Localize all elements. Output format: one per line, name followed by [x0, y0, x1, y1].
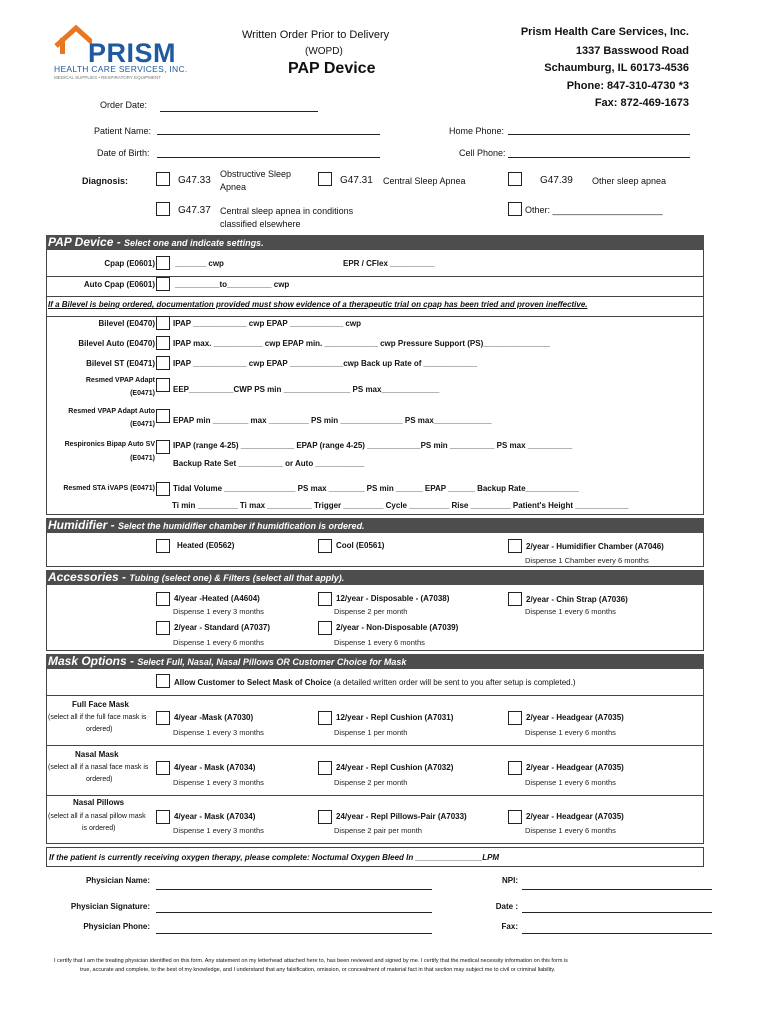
physician-name-label: Physician Name:	[85, 876, 150, 885]
patient-name-field[interactable]	[157, 134, 380, 135]
mask-title: Mask Options -	[48, 654, 138, 668]
date-label: Date :	[495, 902, 518, 911]
bilevel-label: Bilevel (E0470)	[98, 319, 155, 328]
npi-field[interactable]	[522, 889, 712, 890]
full-face-note: (select all if the full face mask is	[48, 714, 147, 721]
full-mask-label: 4/year -Mask (A7030)	[174, 713, 254, 722]
pillow-replacement-note: Dispense 2 pair per month	[334, 826, 422, 835]
full-cushion-note: Dispense 1 per month	[334, 728, 408, 737]
humidifier-title: Humidifier -	[48, 518, 119, 532]
company-city: Schaumburg, IL 60173-4536	[544, 62, 689, 74]
sta-ivaps-setting[interactable]: Tidal Volume ________________ PS max ________ PS min ______ EPAP ______ Backup Rate____________	[173, 484, 579, 493]
resmed-vpap-setting[interactable]: EEP__________CWP PS min _______________ PS max_____________	[173, 385, 440, 394]
dob-label: Date of Birth:	[97, 148, 150, 158]
physician-phone-label: Physician Phone:	[83, 922, 150, 931]
resmed-vpap-auto-checkbox[interactable]	[156, 409, 170, 423]
heated-tubing-label: 4/year -Heated (A4604)	[174, 594, 260, 603]
nasal-cushion-checkbox[interactable]	[318, 761, 332, 775]
other-checkbox[interactable]	[508, 202, 522, 216]
physician-phone-field[interactable]	[156, 933, 432, 934]
nondisposable-filter-note: Dispense 1 every 6 months	[334, 638, 425, 647]
nondisposable-filter-label: 2/year - Non-Disposable (A7039)	[336, 623, 459, 632]
bilevel-st-checkbox[interactable]	[156, 356, 170, 370]
resmed-vpap-auto-label: Resmed VPAP Adapt Auto	[68, 408, 155, 415]
dob-field[interactable]	[157, 157, 380, 158]
standard-tubing-checkbox[interactable]	[156, 621, 170, 635]
resmed-vpap-auto-label-2: (E0471)	[130, 421, 155, 428]
auto-cpap-setting[interactable]: __________to__________ cwp	[175, 280, 290, 289]
disposable-filter-label: 12/year - Disposable - (A7038)	[336, 594, 450, 603]
oxygen-bleed-field[interactable]: If the patient is currently receiving oxygen therapy, please complete: Noctumal Oxygen Bleed In _______________LPM	[49, 853, 500, 862]
order-date-label: Order Date:	[100, 100, 148, 110]
respironics-backup[interactable]: Backup Rate Set __________ or Auto ___________	[173, 459, 365, 468]
nasal-mask-checkbox[interactable]	[156, 761, 170, 775]
pillow-replacement-label: 24/year - Repl Pillows-Pair (A7033)	[336, 812, 467, 821]
cool-humidifier-checkbox[interactable]	[318, 539, 332, 553]
form-title-3: PAP Device	[288, 60, 376, 77]
nasal-headgear-note: Dispense 1 every 6 months	[525, 778, 616, 787]
bilevel-checkbox[interactable]	[156, 316, 170, 330]
g4731-desc: Central Sleep Apnea	[383, 176, 466, 186]
cool-humidifier-label: Cool (E0561)	[336, 541, 385, 550]
nondisposable-filter-checkbox[interactable]	[318, 621, 332, 635]
chin-strap-note: Dispense 1 every 6 months	[525, 607, 616, 616]
g4733-desc-2: Apnea	[220, 182, 247, 192]
accessories-subtitle: Tubing (select one) & Filters (select all that apply).	[129, 573, 345, 583]
customer-choice-bold: Allow Customer to Select Mask of Choice	[174, 678, 332, 687]
bilevel-st-label: Bilevel ST (E0471)	[86, 359, 155, 368]
nasal-cushion-note: Dispense 2 per month	[334, 778, 408, 787]
physician-name-field[interactable]	[156, 889, 432, 890]
cpap-checkbox[interactable]	[156, 256, 170, 270]
respironics-label: Respironics Bipap Auto SV	[64, 441, 155, 448]
full-face-note-2: ordered)	[86, 726, 113, 733]
pap-title: PAP Device -	[48, 235, 125, 249]
physician-signature-field[interactable]	[156, 912, 432, 913]
fax-label: Fax:	[501, 922, 518, 931]
g4733-checkbox[interactable]	[156, 172, 170, 186]
nasal-mask-label: 4/year - Mask (A7034)	[174, 763, 256, 772]
cpap-label: Cpap (E0601)	[104, 259, 155, 268]
customer-choice-label	[174, 678, 576, 687]
g4737-desc: Central sleep apnea in conditions	[220, 206, 354, 216]
company-phone: Phone: 847-310-4730 *3	[566, 80, 689, 92]
pillow-mask-checkbox[interactable]	[156, 810, 170, 824]
order-date-field[interactable]	[160, 111, 318, 112]
chin-strap-checkbox[interactable]	[508, 592, 522, 606]
nasal-mask-note-2: ordered)	[86, 776, 113, 783]
accessories-title: Accessories -	[48, 570, 130, 584]
customer-choice-checkbox[interactable]	[156, 674, 170, 688]
logo-tagline: HEALTH CARE SERVICES, INC.	[54, 64, 188, 74]
heated-humidifier-label: Heated (E0562)	[177, 541, 235, 550]
disposable-filter-checkbox[interactable]	[318, 592, 332, 606]
fax-field[interactable]	[522, 933, 712, 934]
nasal-headgear-checkbox[interactable]	[508, 761, 522, 775]
epr-setting[interactable]: EPR / CFlex __________	[343, 259, 435, 268]
bilevel-auto-setting[interactable]: IPAP max. ___________ cwp EPAP min. ____________ cwp Pressure Support (PS)_______________	[173, 339, 550, 348]
pap-subtitle: Select one and indicate settings.	[124, 238, 264, 248]
disposable-filter-note: Dispense 2 per month	[334, 607, 408, 616]
sta-ivaps-checkbox[interactable]	[156, 482, 170, 496]
patient-name-label: Patient Name:	[94, 126, 152, 136]
cell-phone-label: Cell Phone:	[459, 148, 506, 158]
form-title-1: Written Order Prior to Delivery	[242, 29, 390, 41]
g4733-desc: Obstructive Sleep	[220, 169, 292, 179]
respironics-setting[interactable]: IPAP (range 4-25) ____________ EPAP (range 4-25) ____________PS min __________ PS max __________	[173, 441, 573, 450]
pillow-mask-label: 4/year - Mask (A7034)	[174, 812, 256, 821]
company-name: Prism Health Care Services, Inc.	[520, 26, 689, 38]
respironics-label-2: (E0471)	[130, 455, 155, 462]
diagnosis-label: Diagnosis:	[82, 176, 129, 186]
g4739-checkbox[interactable]	[508, 172, 522, 186]
bilevel-auto-checkbox[interactable]	[156, 336, 170, 350]
logo-subtagline: MEDICAL SUPPLIES • RESPIRATORY EQUIPMENT	[54, 75, 161, 80]
sta-ivaps-label: Resmed STA iVAPS (E0471)	[63, 485, 155, 492]
nasal-headgear-label: 2/year - Headgear (A7035)	[526, 763, 624, 772]
mask-section-header	[46, 654, 704, 669]
full-cushion-label: 12/year - Repl Cushion (A7031)	[336, 713, 454, 722]
chin-strap-label: 2/year - Chin Strap (A7036)	[526, 595, 628, 604]
pillow-headgear-label: 2/year - Headgear (A7035)	[526, 812, 624, 821]
nasal-pillows-title: Nasal Pillows	[73, 798, 125, 807]
pillow-headgear-note: Dispense 1 every 6 months	[525, 826, 616, 835]
home-phone-field[interactable]	[508, 134, 690, 135]
g4731-code: G47.31	[340, 175, 373, 186]
sta-ivaps-setting-2[interactable]: Ti min _________ Ti max __________ Trigger _________ Cycle _________ Rise _________ Patient's Height ____________	[172, 501, 629, 510]
heated-tubing-checkbox[interactable]	[156, 592, 170, 606]
g4737-code: G47.37	[178, 205, 211, 216]
respironics-checkbox[interactable]	[156, 440, 170, 454]
customer-choice-note: (a detailed written order will be sent to you after setup is completed.)	[331, 678, 576, 687]
nasal-cushion-label: 24/year - Repl Cushion (A7032)	[336, 763, 454, 772]
standard-tubing-label: 2/year - Standard (A7037)	[174, 623, 271, 632]
home-phone-label: Home Phone:	[449, 126, 505, 136]
logo-house-icon	[52, 24, 92, 58]
auto-cpap-label: Auto Cpap (E0601)	[83, 280, 155, 289]
bilevel-st-setting[interactable]: IPAP ____________ cwp EPAP ____________cwp Back up Rate of ____________	[173, 359, 478, 368]
g4731-checkbox[interactable]	[318, 172, 332, 186]
full-mask-checkbox[interactable]	[156, 711, 170, 725]
g4737-checkbox[interactable]	[156, 202, 170, 216]
accessories-section-header	[46, 570, 704, 585]
bilevel-auto-label: Bilevel Auto (E0470)	[78, 339, 155, 348]
standard-tubing-note: Dispense 1 every 6 months	[173, 638, 264, 647]
npi-label: NPI:	[502, 876, 518, 885]
bilevel-setting[interactable]: IPAP ____________ cwp EPAP ____________ cwp	[173, 319, 361, 328]
chamber-note: Dispense 1 Chamber every 6 months	[525, 556, 649, 565]
nasal-mask-note: (select all if a nasal face mask is	[48, 764, 149, 771]
physician-signature-label: Physician Signature:	[70, 902, 150, 911]
full-mask-note: Dispense 1 every 3 months	[173, 728, 264, 737]
bilevel-note: If a Bilevel is being ordered, documentation provided must show evidence of a therapeutic trial on cpap has been tried and proven ineffective.	[48, 300, 588, 309]
full-headgear-checkbox[interactable]	[508, 711, 522, 725]
mask-subtitle: Select Full, Nasal, Nasal Pillows OR Customer Choice for Mask	[137, 657, 407, 667]
chamber-checkbox[interactable]	[508, 539, 522, 553]
g4739-code: G47.39	[540, 175, 573, 186]
chamber-label: 2/year - Humidifier Chamber (A7046)	[526, 542, 664, 551]
full-headgear-label: 2/year - Headgear (A7035)	[526, 713, 624, 722]
humidifier-subtitle: Select the humidifier chamber if humidfication is ordered.	[118, 521, 365, 531]
other-diagnosis-field[interactable]: Other: ______________________	[525, 205, 663, 215]
certification-text: I certify that I am the treating physician identified on this form. Any statement on my letterhead attached here to, has been reviewed and signed by me. I certify that the medical necessity information on this form is	[54, 958, 568, 964]
resmed-vpap-label-2: (E0471)	[130, 390, 155, 397]
cell-phone-field[interactable]	[508, 157, 690, 158]
nasal-mask-title: Nasal Mask	[75, 750, 119, 759]
pillow-headgear-checkbox[interactable]	[508, 810, 522, 824]
pillow-replacement-checkbox[interactable]	[318, 810, 332, 824]
pillow-mask-note: Dispense 1 every 3 months	[173, 826, 264, 835]
g4739-desc: Other sleep apnea	[592, 176, 667, 186]
cpap-setting[interactable]: _______ cwp	[175, 259, 224, 268]
heated-tubing-note: Dispense 1 every 3 months	[173, 607, 264, 616]
resmed-vpap-auto-setting[interactable]: EPAP min ________ max _________ PS min ______________ PS max_____________	[173, 416, 492, 425]
pap-section-header	[46, 235, 704, 250]
form-title-2: (WOPD)	[305, 46, 343, 57]
nasal-pillows-note: (select all if a nasal pillow mask	[48, 813, 146, 820]
resmed-vpap-checkbox[interactable]	[156, 378, 170, 392]
full-cushion-checkbox[interactable]	[318, 711, 332, 725]
full-headgear-note: Dispense 1 every 6 months	[525, 728, 616, 737]
nasal-pillows-note-2: is ordered)	[82, 825, 116, 832]
date-field[interactable]	[522, 912, 712, 913]
heated-humidifier-checkbox[interactable]	[156, 539, 170, 553]
humidifier-section-header	[46, 518, 704, 533]
nasal-mask-item-note: Dispense 1 every 3 months	[173, 778, 264, 787]
company-logo	[52, 24, 188, 84]
g4733-code: G47.33	[178, 175, 211, 186]
resmed-vpap-label: Resmed VPAP Adapt	[85, 377, 155, 384]
certification-text-2: true, accurate and complete, to the best of my knowledge, and I understand that any falsification, omission, or concealment of material fact in that section may subject me to civil or criminal liability.	[80, 967, 556, 973]
company-address: 1337 Basswood Road	[575, 45, 689, 57]
g4737-desc-2: classified elsewhere	[220, 219, 301, 229]
company-fax: Fax: 872-469-1673	[594, 97, 689, 109]
logo-name: PRISM	[88, 38, 177, 68]
full-face-title: Full Face Mask	[72, 700, 129, 709]
auto-cpap-checkbox[interactable]	[156, 277, 170, 291]
